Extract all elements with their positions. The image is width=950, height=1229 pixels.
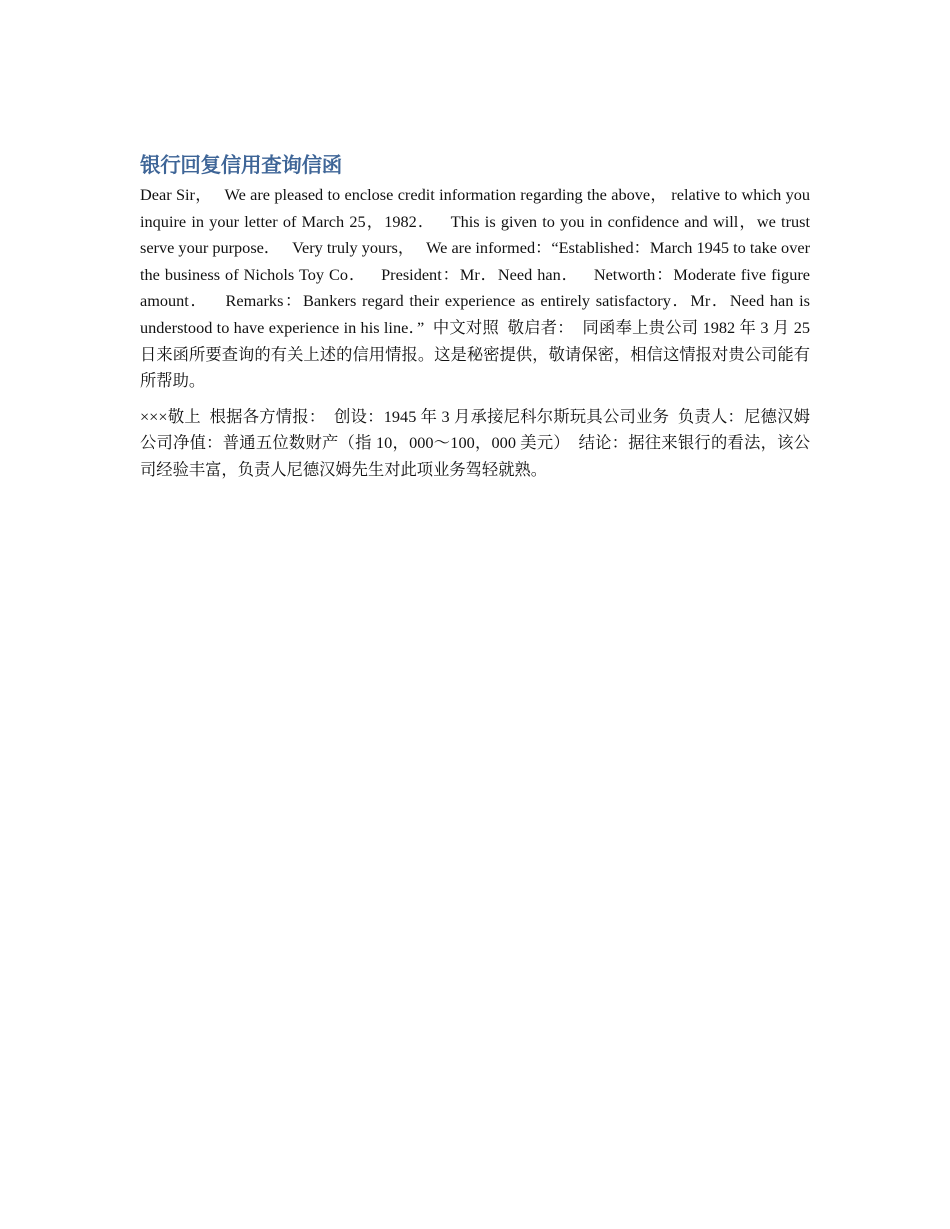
body-paragraph-english-letter: Dear Sir， We are pleased to enclose credit information regarding the above， relative to which you inquire in your letter of March 25，1982． This is given to you in confidence and will，we trust serve your purpose． Very truly yours， We are informed：“Established：March 1945 to take over the business of Nichols Toy Co． President：Mr．Need han． Networth：Moderate five figure amount． Remarks：Bankers regard their experience as entirely satisfactory．Mr．Need han is understood to have experience in his line．” 中文对照 敬启者： 同函奉上贵公司 1982 年 3 月 25 日来函所要查询的有关上述的信用情报。这是秘密提供，敬请保密，相信这情报对贵公司能有所帮助。 [140,185,815,391]
document-page [140,150,819,484]
body-paragraph-chinese-report: ×××敬上 根据各方情报： 创设：1945 年 3 月承接尼科尔斯玩具公司业务 负责人：尼德汉姆 公司净值：普通五位数财产（指 10，000～100，000 美元） 结论：据往来银行的看法，该公司经验丰富，负责人尼德汉姆先生对此项业务驾轻就熟。 [140,406,819,479]
document-title: 银行回复信用查询信函 [140,153,342,177]
